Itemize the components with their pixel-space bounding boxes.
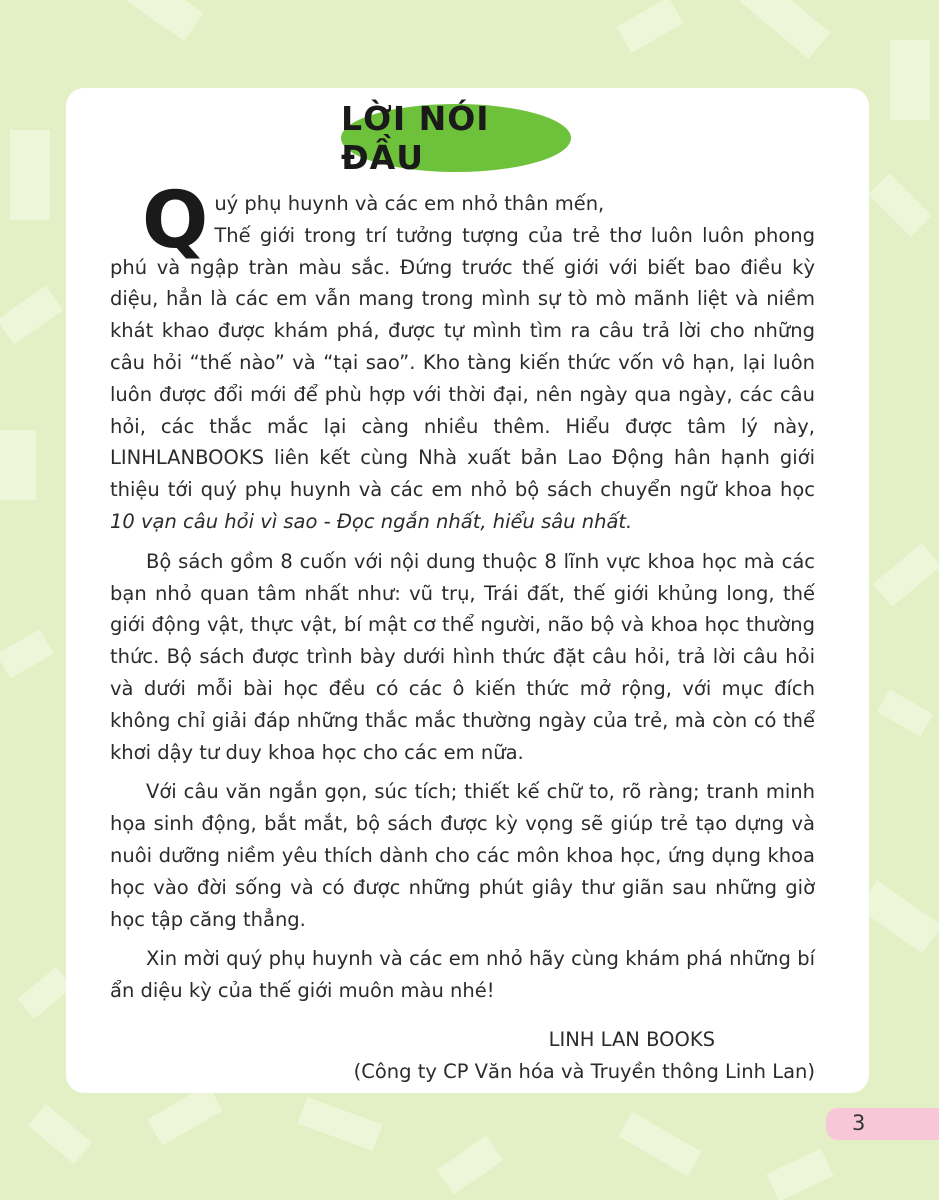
paragraph-invitation: Xin mời quý phụ huynh và các em nhỏ hãy cùng khám phá những bí ẩn diệu kỳ của thế giới muôn màu nhé! xyxy=(110,947,815,1003)
signature-name: LINH LAN BOOKS xyxy=(548,1028,715,1051)
title-badge xyxy=(341,99,571,177)
intro-text: Thế giới trong trí tưởng tượng của trẻ thơ luôn luôn phong phú và ngập tràn màu sắc. Đứng trước thế giới với biết bao điều kỳ diệu, hẳn là các em vẫn mang trong mình sự tò mò mãnh liệt và niềm khát khao được khám phá, được tự mình tìm ra câu trả lời cho những câu hỏi “thế nào” và “tại sao”. Kho tàng kiến thức vốn vô hạn, lại luôn luôn được đổi mới để phù hợp với thời đại, nên ngày qua ngày, các câu hỏi, các thắc mắc lại càng nhiều thêm. Hiểu được tâm lý này, LINHLANBOOKS liên kết cùng Nhà xuất bản Lao Động hân hạnh giới thiệu tới quý phụ huynh và các em nhỏ bộ sách chuyển ngữ khoa học xyxy=(110,223,815,502)
paragraph-series-goal: Với câu văn ngắn gọn, súc tích; thiết kế chữ to, rõ ràng; tranh minh họa sinh động, bắt mắt, bộ sách được kỳ vọng sẽ giúp trẻ tạo dựng và nuôi dưỡng niềm yêu thích dành cho các môn khoa học, ứng dụng khoa học vào đời sống và có được những phút giây thư giãn sau những giờ học tập căng thẳng. xyxy=(110,780,815,931)
signature-company: (Công ty CP Văn hóa và Truyền thông Linh Lan) xyxy=(353,1060,815,1083)
page-title: LỜI NÓI ĐẦU xyxy=(341,99,490,177)
paragraph-series-content: Bộ sách gồm 8 cuốn với nội dung thuộc 8 lĩnh vực khoa học mà các bạn nhỏ quan tâm nhất như: vũ trụ, Trái đất, thế giới khủng long, thế giới động vật, thực vật, bí mật cơ thể người, não bộ và khoa học thường thức. Bộ sách được trình bày dưới hình thức đặt câu hỏi, trả lời câu hỏi và dưới mỗi bài học đều có các ô kiến thức mở rộng, với mục đích không chỉ giải đáp những thắc mắc thường ngày của trẻ, mà còn có thể khơi dậy tư duy khoa học cho các em nữa. xyxy=(110,549,815,764)
series-title: 10 vạn câu hỏi vì sao - Đọc ngắn nhất, hiểu sâu nhất. xyxy=(110,509,633,533)
intro-paragraph xyxy=(110,176,815,538)
drop-cap: Q xyxy=(142,176,209,266)
preface-body xyxy=(110,176,815,1083)
page-number-tab xyxy=(826,1108,939,1140)
page-number: 3 xyxy=(852,1111,866,1135)
greeting-line: uý phụ huynh và các em nhỏ thân mến, xyxy=(214,192,605,215)
